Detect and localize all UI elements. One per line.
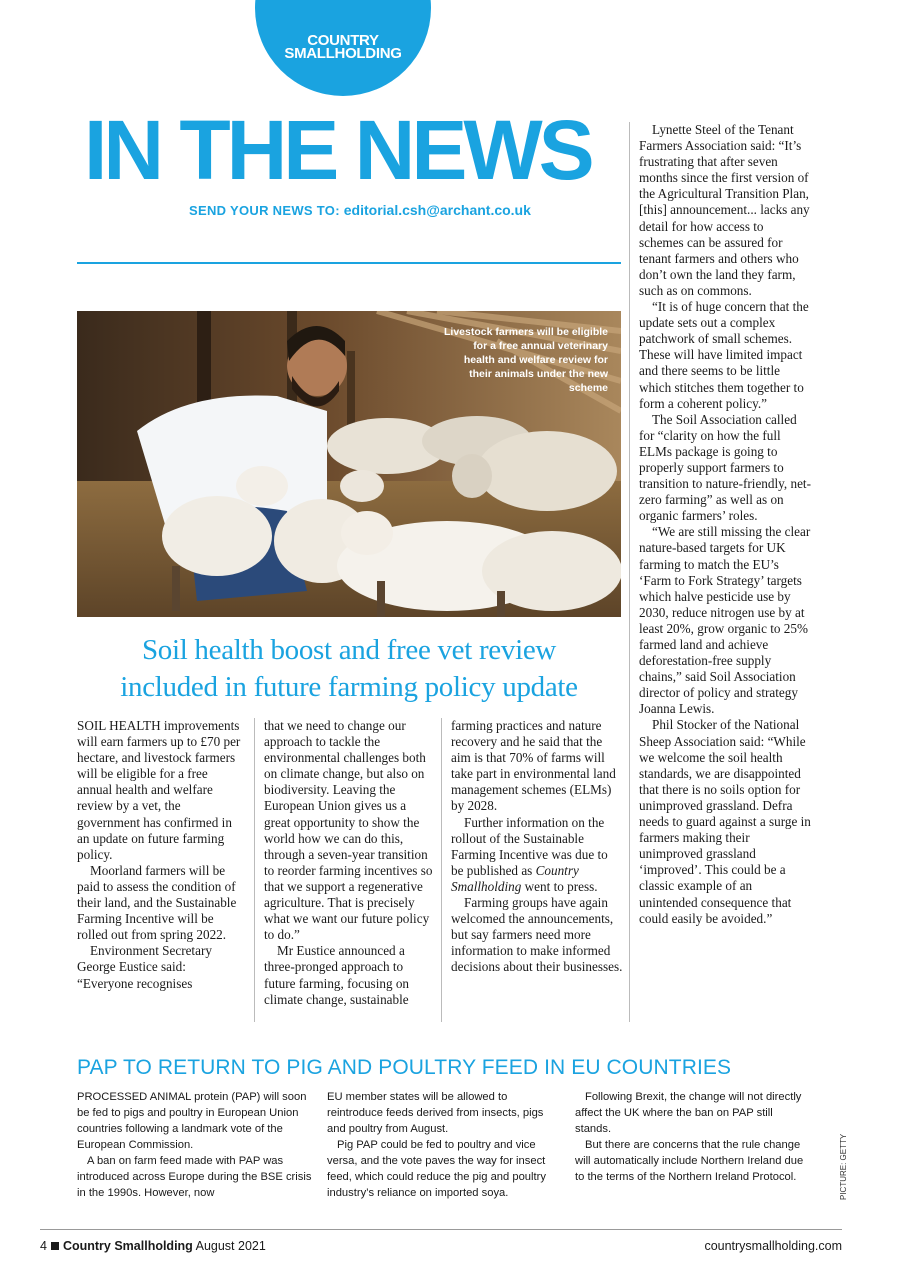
pap-column-3: [575, 1089, 810, 1185]
paragraph: Environment Secretary George Eustice said: “Everyone recognises: [77, 943, 212, 991]
paragraph: The Soil Association called for “clarity on how the full ELMs package is going to properly support farmers to transition to nature-friendly, net-zero farming” as well as on organic farmers’ roles.: [639, 411, 811, 524]
paragraph: But there are concerns that the rule change will automatically include Northern Ireland due to the terms of the Northern Ireland Protocol.: [575, 1139, 804, 1183]
send-news-line: [189, 202, 531, 218]
brand-logo: [255, 34, 431, 60]
article-column-3: [451, 718, 623, 976]
article-headline-line2: included in future farming policy update: [120, 671, 578, 703]
paragraph-text: Further information on the rollout of the Sustainable Farming Incentive was due to be published as: [451, 814, 608, 878]
footer-issue: August 2021: [195, 1239, 266, 1253]
paragraph: Pig PAP could be fed to poultry and vice versa, and the vote paves the way for insect feed, which could reduce the pig and poultry industry’s reliance on imported soya.: [327, 1139, 546, 1199]
paragraph-text: went to press.: [524, 878, 598, 894]
pap-column-2: [327, 1089, 559, 1201]
article-column-1: [77, 718, 242, 992]
paragraph: SOIL HEALTH improvements will earn farmers up to £70 per hectare, and livestock farmers will be eligible for a free annual health and welfare review by a vet, the government has confirmed in an update on future farming policy.: [77, 718, 241, 862]
paragraph: PROCESSED ANIMAL protein (PAP) will soon be fed to pigs and poultry in European Union countries following a landmark vote of the European Commission.: [77, 1091, 307, 1151]
picture-credit-text: PICTURE: GETTY: [839, 1133, 848, 1200]
paragraph: A ban on farm feed made with PAP was introduced across Europe during the BSE crisis in the 1990s. However, now: [77, 1155, 312, 1199]
pap-headline: PAP TO RETURN TO PIG AND POULTRY FEED IN EU COUNTRIES: [77, 1056, 732, 1079]
paragraph: [451, 815, 623, 895]
pap-column-1: [77, 1089, 312, 1201]
paragraph: EU member states will be allowed to reintroduce feeds derived from insects, pigs and poultry from August.: [327, 1091, 544, 1135]
paragraph: that we need to change our approach to tackle the environmental challenges both on climate change, but also on biodiversity. Leaving the European Union gives us a great opportunity to show the world how we can do this, through a seven-year transition to reorder farming incentives so that we support a regenerative agriculture. That is precisely what we want our future policy to do.”: [264, 718, 433, 943]
send-news-label: SEND YOUR NEWS TO:: [189, 203, 340, 218]
article-headline-line1: Soil health boost and free vet review: [141, 634, 557, 666]
picture-credit: [839, 1130, 851, 1200]
column-divider: [254, 718, 255, 1022]
paragraph: Mr Eustice announced a three-pronged approach to future farming, focusing on climate change, sustainable: [264, 943, 410, 1007]
footer-divider: [40, 1229, 842, 1230]
paragraph: Moorland farmers will be paid to assess the condition of their land, and the Sustainable Farming Incentive will be rolled out from spring 2022.: [77, 862, 237, 943]
paragraph: Farming groups have again welcomed the announcements, but say farmers need more information to make informed decisions about their businesses.: [451, 895, 623, 975]
square-bullet-icon: [51, 1242, 59, 1250]
paragraph: Phil Stocker of the National Sheep Association said: “While we welcome the soil health standards, we are disappointed that there is no soils option for unimproved grassland. Defra needs to guard against a surge in farmers making their unimproved grassland ‘improved’. This could be a classic example of an unintended consequence that could easily be avoided.”: [639, 717, 811, 926]
footer-publication: Country Smallholding: [62, 1239, 193, 1253]
section-title: IN THE NEWS: [84, 103, 591, 197]
brand-logo-line1: COUNTRY: [307, 32, 379, 49]
paragraph: Following Brexit, the change will not directly affect the UK where the ban on PAP still stands.: [575, 1091, 802, 1135]
article-column-4: [639, 122, 811, 927]
column-divider: [441, 718, 442, 1022]
paragraph: “It is of huge concern that the update sets out a complex patchwork of small schemes. These will have limited impact and there seems to be little which stitches them together to form a coherent policy.”: [639, 299, 809, 411]
paragraph: “We are still missing the clear nature-based targets for UK farming to match the EU’s ‘Farm to Fork Strategy’ targets which halve pesticide use by 2030, reduce nitrogen use by at least 20%, grow organic to 25% farmed land and achieve deforestation-free supply chains,” said Soil Association director of policy and strategy Joanna Lewis.: [639, 524, 811, 717]
paragraph: Lynette Steel of the Tenant Farmers Association said: “It’s frustrating that after seven months since the first version of the Agricultural Transition Plan, [this] announcement... lacks any detail for how access to schemes can be assured for tenant farmers and others who don’t own the land they farm, such as on commons.: [639, 122, 810, 298]
send-news-email[interactable]: editorial.csh@archant.co.uk: [343, 202, 531, 218]
column-divider: [629, 122, 630, 1022]
article-headline: [77, 632, 621, 706]
footer-website[interactable]: countrysmallholding.com: [704, 1239, 842, 1253]
brand-logo-line2: SMALLHOLDING: [284, 45, 402, 62]
publication-name: Country Smallholding: [451, 862, 579, 894]
photo-caption: Livestock farmers will be eligible for a free annual veterinary health and welfare review for their animals under the new scheme: [444, 326, 608, 394]
page-number: 4: [40, 1239, 47, 1253]
header-divider: [77, 262, 621, 264]
paragraph: farming practices and nature recovery and he said that the aim is that 70% of farms will take part in environmental land management schemes (ELMs) by 2028.: [451, 718, 616, 814]
footer-folio: [40, 1239, 266, 1253]
article-column-2: [264, 718, 434, 1008]
